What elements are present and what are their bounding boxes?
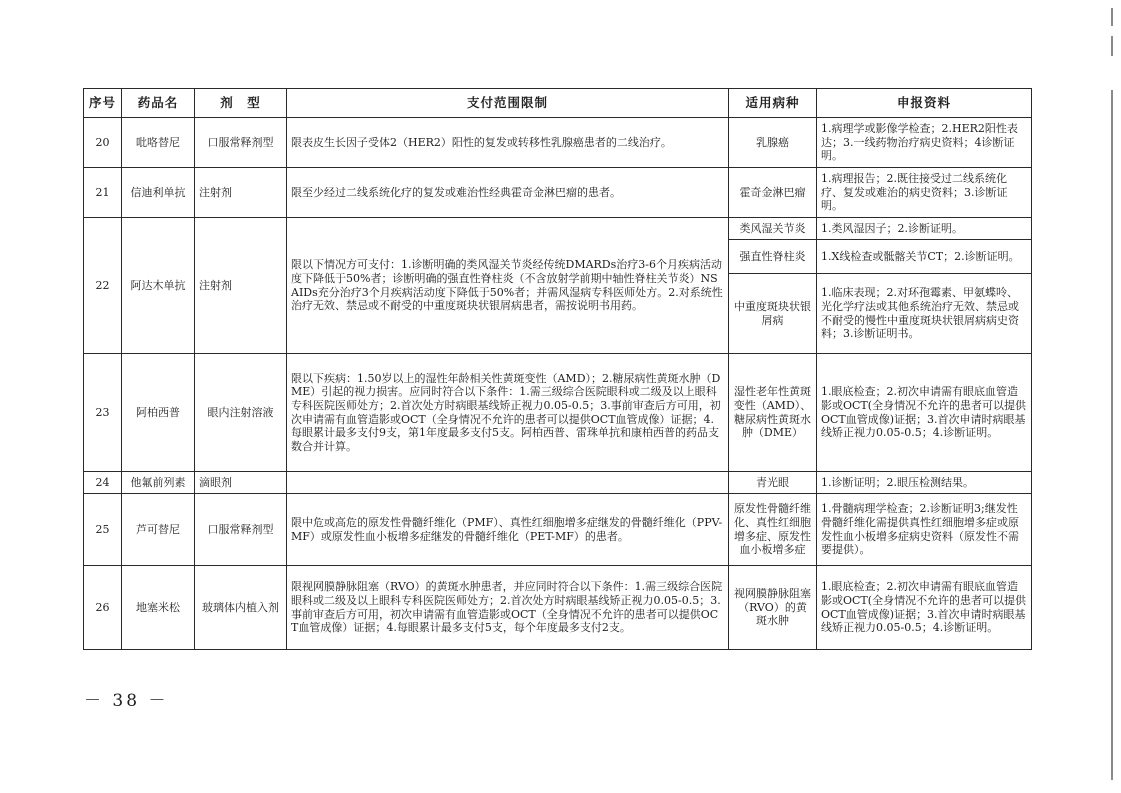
row-materials: 1.临床表现；2.对环孢霉素、甲氨蝶呤、光化学疗法或其他系统治疗无效、禁忌或不耐受的慢性中重度斑块状银屑病病史资料；3.诊断证明书。 <box>817 274 1032 354</box>
header-materials: 申报资料 <box>817 89 1032 118</box>
table-row <box>84 218 1032 240</box>
row-form: 口服常释剂型 <box>195 118 287 168</box>
row-disease: 中重度斑块状银屑病 <box>729 274 817 354</box>
table-row <box>84 354 1032 472</box>
row-disease: 湿性老年性黄斑变性（AMD）、糖尿病性黄斑水肿（DME） <box>729 354 817 472</box>
row-materials: 1.骨髓病理学检查；2.诊断证明3;继发性骨髓纤维化需提供真性红细胞增多症或原发性血小板增多症病史资料（原发性不需要提供）。 <box>817 494 1032 566</box>
table-row <box>84 118 1032 168</box>
binding-edge-line <box>1111 36 1113 56</box>
row-drug: 吡咯替尼 <box>122 118 195 168</box>
row-index: 25 <box>84 494 122 566</box>
table-row <box>84 168 1032 218</box>
row-scope: 限以下情况方可支付：1.诊断明确的类风湿关节炎经传统DMARDs治疗3-6个月疾病活动度下降低于50%者；诊断明确的强直性脊柱炎（不含放射学前期中轴性脊柱关节炎）NSAIDs充分治疗3个月疾病活动度下降低于50%者；并需风湿病专科医师处方。2.对系统性治疗无效、禁忌或不耐受的中重度斑块状银屑病患者，需按说明书用药。 <box>287 218 729 354</box>
header-drug: 药品名 <box>122 89 195 118</box>
row-disease: 视网膜静脉阻塞（RVO）的黄斑水肿 <box>729 566 817 650</box>
row-index: 24 <box>84 472 122 494</box>
row-materials: 1.眼底检查；2.初次申请需有眼底血管造影或OCT(全身情况不允许的患者可以提供OCT血管成像)证据；3.首次申请时病眼基线矫正视力0.05-0.5；4.诊断证明。 <box>817 354 1032 472</box>
row-scope <box>287 472 729 494</box>
payment-restriction-table <box>83 88 1032 650</box>
row-disease: 强直性脊柱炎 <box>729 240 817 274</box>
row-index: 21 <box>84 168 122 218</box>
row-scope: 限至少经过二线系统化疗的复发或难治性经典霍奇金淋巴瘤的患者。 <box>287 168 729 218</box>
row-disease: 乳腺癌 <box>729 118 817 168</box>
row-index: 26 <box>84 566 122 650</box>
row-scope: 限以下疾病：1.50岁以上的湿性年龄相关性黄斑变性（AMD）；2.糖尿病性黄斑水肿（DME）引起的视力损害。应同时符合以下条件：1.需三级综合医院眼科或二级及以上眼科专科医院医师处方；2.首次处方时病眼基线矫正视力0.05-0.5；3.事前审查后方可用，初次申请需有血管造影或OCT（全身情况不允许的患者可以提供OCT血管成像）证据；4.每眼累计最多支付9支，第1年度最多支付5支。阿柏西普、雷珠单抗和康柏西普的药品支数合并计算。 <box>287 354 729 472</box>
row-drug: 信迪利单抗 <box>122 168 195 218</box>
row-scope: 限中危或高危的原发性骨髓纤维化（PMF）、真性红细胞增多症继发的骨髓纤维化（PPV-MF）或原发性血小板增多症继发的骨髓纤维化（PET-MF）的患者。 <box>287 494 729 566</box>
row-drug: 地塞米松 <box>122 566 195 650</box>
row-drug: 他氟前列素 <box>122 472 195 494</box>
row-materials: 1.X线检查或骶髂关节CT；2.诊断证明。 <box>817 240 1032 274</box>
row-form: 口服常释剂型 <box>195 494 287 566</box>
header-form: 剂 型 <box>195 89 287 118</box>
row-disease: 原发性骨髓纤维化、真性红细胞增多症、原发性血小板增多症 <box>729 494 817 566</box>
header-index: 序号 <box>84 89 122 118</box>
row-form: 注射剂 <box>195 168 287 218</box>
row-materials: 1.病理学或影像学检查；2.HER2阳性表达；3.一线药物治疗病史资料；4诊断证明。 <box>817 118 1032 168</box>
row-index: 22 <box>84 218 122 354</box>
table-header-row <box>84 89 1032 118</box>
table-row <box>84 494 1032 566</box>
row-drug: 芦可替尼 <box>122 494 195 566</box>
row-drug: 阿达木单抗 <box>122 218 195 354</box>
table-row <box>84 472 1032 494</box>
row-form: 玻璃体内植入剂 <box>195 566 287 650</box>
row-scope: 限视网膜静脉阻塞（RVO）的黄斑水肿患者，并应同时符合以下条件：1.需三级综合医院眼科或二级及以上眼科专科医院医师处方；2.首次处方时病眼基线矫正视力0.05-0.5；3.事前审查后方可用，初次申请需有血管造影或OCT（全身情况不允许的患者可以提供OCT血管成像）证据；4.每眼累计最多支付5支，每个年度最多支付2支。 <box>287 566 729 650</box>
binding-edge-line <box>1111 90 1113 780</box>
row-materials: 1.诊断证明；2.眼压检测结果。 <box>817 472 1032 494</box>
row-disease: 类风湿关节炎 <box>729 218 817 240</box>
row-materials: 1.眼底检查；2.初次申请需有眼底血管造影或OCT(全身情况不允许的患者可以提供OCT血管成像)证据；3.首次申请时病眼基线矫正视力0.05-0.5；4.诊断证明。 <box>817 566 1032 650</box>
row-drug: 阿柏西普 <box>122 354 195 472</box>
row-index: 23 <box>84 354 122 472</box>
page-number: － 38 － <box>84 691 169 711</box>
row-form: 注射剂 <box>195 218 287 354</box>
binding-edge-line <box>1111 8 1113 26</box>
header-disease: 适用病种 <box>729 89 817 118</box>
row-disease: 霍奇金淋巴瘤 <box>729 168 817 218</box>
table-row <box>84 566 1032 650</box>
row-materials: 1.类风湿因子；2.诊断证明。 <box>817 218 1032 240</box>
row-materials: 1.病理报告；2.既往接受过二线系统化疗、复发或难治的病史资料；3.诊断证明。 <box>817 168 1032 218</box>
row-scope: 限表皮生长因子受体2（HER2）阳性的复发或转移性乳腺癌患者的二线治疗。 <box>287 118 729 168</box>
row-disease: 青光眼 <box>729 472 817 494</box>
row-form: 滴眼剂 <box>195 472 287 494</box>
row-index: 20 <box>84 118 122 168</box>
header-scope: 支付范围限制 <box>287 89 729 118</box>
row-form: 眼内注射溶液 <box>195 354 287 472</box>
